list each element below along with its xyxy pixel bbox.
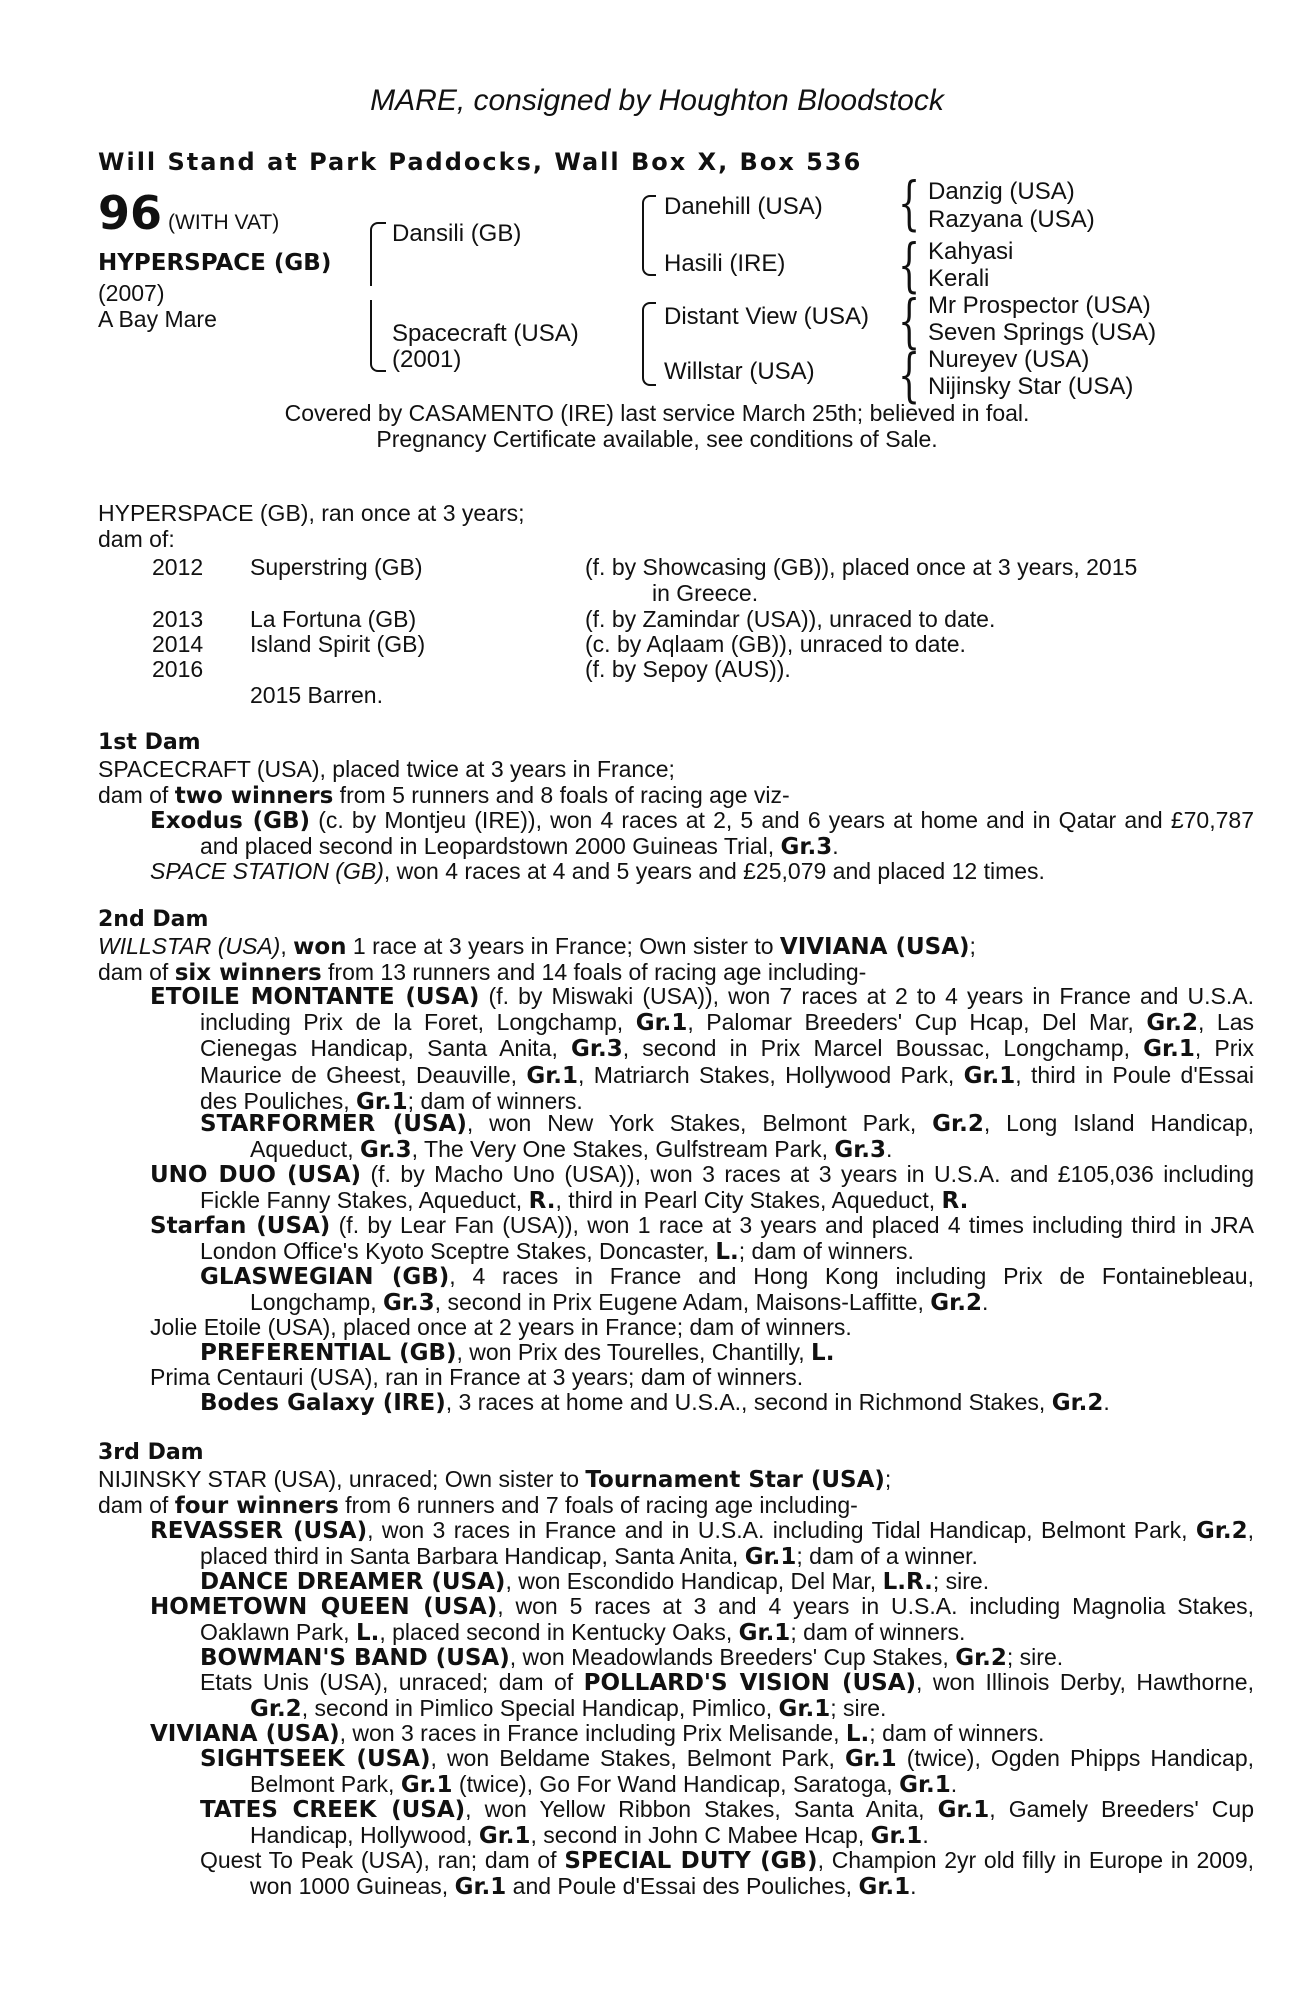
horse-name: Exodus (GB) — [150, 808, 311, 834]
brace-glyph: { — [898, 341, 921, 409]
text: from 13 runners and 14 foals of racing age including- — [321, 959, 867, 985]
dam2-entry-prima-centauri: Prima Centauri (USA), ran in France at 3 years; dam of winners. — [150, 1364, 804, 1390]
dam-bracket — [370, 300, 386, 372]
lot-number-block — [98, 186, 279, 240]
dam2-entry-etoile-montante — [150, 984, 1254, 1115]
dam3-entry-quest-to-peak — [200, 1848, 1254, 1900]
section-title-2nd-dam: 2nd Dam — [98, 907, 209, 932]
text: from 5 runners and 8 foals of racing age viz- — [333, 782, 790, 808]
grade: Gr.1 — [899, 1772, 951, 1799]
text: . — [886, 1136, 893, 1163]
winners-count: four winners — [174, 1493, 339, 1519]
grade: Gr.1 — [400, 1772, 453, 1799]
produce-year: 2016 — [152, 656, 204, 682]
horse-name: REVASSER (USA) — [150, 1518, 368, 1544]
horse-name: UNO DUO (USA) — [150, 1162, 362, 1188]
dam1-entry-space-station — [150, 859, 1204, 884]
text: dam of — [98, 1492, 175, 1518]
covering-line-2: Pregnancy Certificate available, see conditions of Sale. — [376, 426, 938, 452]
grade: L. — [845, 1721, 870, 1747]
dam2-line2 — [98, 959, 866, 986]
grade: Gr.1 — [963, 1062, 1016, 1089]
text: . — [832, 833, 839, 860]
text: dam of — [98, 782, 175, 808]
horse-name: SPACE STATION (GB) — [150, 858, 384, 884]
grade: Gr.2 — [1146, 1010, 1198, 1037]
horse-name: Bodes Galaxy (IRE) — [200, 1390, 446, 1416]
pedigree-ssd: Razyana (USA) — [928, 206, 1095, 233]
text: , won 3 races in France including Prix Melisande, — [339, 1720, 846, 1746]
covering-line-1: Covered by CASAMENTO (IRE) last service March 25th; believed in foal. — [284, 400, 1030, 426]
grade: Gr.1 — [635, 1010, 688, 1037]
grade: Gr.2 — [930, 1290, 982, 1317]
horse-name: TATES CREEK (USA) — [200, 1797, 466, 1823]
text: ; sire. — [830, 1695, 887, 1722]
produce-year: 2012 — [152, 554, 204, 580]
brace-glyph: { — [898, 287, 921, 355]
text: , third in Poule d'Essai des Pouliches, — [200, 1061, 1254, 1114]
brace-glyph: { — [898, 169, 921, 237]
horse-name: POLLARD'S VISION (USA) — [583, 1670, 917, 1696]
produce-name: Superstring (GB) — [250, 554, 423, 580]
text: ; dam of winners. — [790, 1619, 966, 1646]
grade: R. — [941, 1188, 969, 1215]
text: ; sire. — [932, 1568, 990, 1594]
text: , 3 races at home and U.S.A., second in Richmond Stakes, — [445, 1389, 1052, 1415]
horse-name: VIVIANA (USA) — [150, 1721, 340, 1747]
text: , placed second in Kentucky Oaks, — [379, 1619, 739, 1646]
dam3-entry-sightseek — [200, 1746, 1254, 1798]
horse-name: BOWMAN'S BAND (USA) — [200, 1645, 510, 1671]
text-bold: won — [293, 934, 347, 960]
ds-bracket — [642, 302, 656, 350]
grade: Gr.1 — [738, 1620, 791, 1647]
dam2-entry-jolie-etoile: Jolie Etoile (USA), placed once at 2 years in France; dam of winners. — [150, 1314, 852, 1340]
text: , won 4 races at 4 and 5 years and £25,079 and placed 12 times. — [383, 858, 1045, 884]
grade: R. — [528, 1188, 556, 1215]
grade: L.R. — [882, 1569, 933, 1595]
dd-bracket — [642, 348, 656, 386]
produce-dam-of: dam of: — [98, 526, 175, 552]
text: , second in Pimlico Special Handicap, Pimlico, — [301, 1695, 779, 1722]
text: . — [922, 1822, 929, 1849]
grade: Gr.1 — [858, 1874, 911, 1901]
grade: Gr.2 — [955, 1645, 1007, 1671]
text: , second in Prix Marcel Boussac, Longchamp, — [622, 1035, 1144, 1062]
produce-detail: (f. by Showcasing (GB)), placed once at 3 years, 2015 — [585, 554, 1138, 580]
text: Quest To Peak (USA), ran; dam of — [200, 1847, 565, 1873]
pedigree-dsd: Seven Springs (USA) — [928, 319, 1157, 346]
grade: Gr.3 — [382, 1290, 435, 1317]
horse-name: SPECIAL DUTY (GB) — [564, 1848, 818, 1874]
text: from 6 runners and 7 foals of racing age including- — [338, 1492, 858, 1518]
text: ; — [969, 933, 976, 959]
dam3-entry-bowmans-band — [200, 1645, 1204, 1671]
grade: Gr.3 — [359, 1137, 412, 1164]
text: ; — [884, 1466, 892, 1492]
horse-name: PREFERENTIAL (GB) — [200, 1340, 457, 1366]
grade: Gr.2 — [1195, 1518, 1248, 1544]
text: , Gamely Breeders' Cup Handicap, Hollywood, — [250, 1796, 1254, 1849]
text: NIJINSKY STAR (USA), unraced; Own sister to — [98, 1466, 586, 1492]
text: , placed third in Santa Barbara Handicap, Santa Anita, — [200, 1517, 1254, 1570]
winners-count: two winners — [174, 783, 334, 809]
horse-name: GLASWEGIAN (GB) — [200, 1264, 450, 1290]
text: dam of — [98, 959, 175, 985]
text: ; dam of winners. — [869, 1720, 1045, 1746]
pedigree-ddd: Nijinsky Star (USA) — [928, 373, 1134, 400]
text: , Las Cienegas Handicap, Santa Anita, — [200, 1009, 1254, 1062]
brace-glyph: { — [898, 231, 921, 299]
pedigree-dam: Spacecraft (USA) — [392, 320, 579, 347]
horse-name: SIGHTSEEK (USA) — [200, 1746, 431, 1772]
horse-year: (2007) — [98, 280, 165, 306]
grade: Gr.2 — [1051, 1390, 1104, 1416]
dam2-entry-preferential — [200, 1340, 1204, 1366]
produce-intro: HYPERSPACE (GB), ran once at 3 years; — [98, 500, 525, 526]
dam2-entry-starfan — [150, 1213, 1254, 1265]
text: ; dam of winners. — [407, 1087, 583, 1114]
text: ; dam of winners. — [738, 1238, 914, 1265]
pedigree-sds: Kahyasi — [928, 238, 1014, 265]
text: , won 5 races at 3 and 4 years in U.S.A. including Magnolia Stakes, Oaklawn Park, — [200, 1593, 1254, 1646]
text: (twice), Go For Wand Handicap, Saratoga, — [452, 1771, 900, 1798]
text: , third in Pearl City Stakes, Aqueduct, — [555, 1187, 942, 1214]
grade: Gr.1 — [526, 1062, 579, 1089]
horse-description: A Bay Mare — [98, 306, 217, 332]
text: . — [1103, 1389, 1110, 1415]
horse-name: HOMETOWN QUEEN (USA) — [150, 1594, 498, 1620]
text: , Palomar Breeders' Cup Hcap, Del Mar, — [687, 1009, 1147, 1036]
pedigree-dss: Mr Prospector (USA) — [928, 292, 1151, 319]
horse-name: HYPERSPACE (GB) — [98, 250, 332, 276]
text: , won Yellow Ribbon Stakes, Santa Anita, — [465, 1796, 938, 1822]
text: , won New York Stakes, Belmont Park, — [466, 1110, 933, 1136]
dam3-entry-tates-creek — [200, 1797, 1254, 1849]
grade: Gr.1 — [454, 1874, 507, 1901]
text: , won Illinois Derby, Hawthorne, — [916, 1669, 1254, 1695]
text: . — [950, 1771, 958, 1798]
text: , won 3 races in France and in U.S.A. including Tidal Handicap, Belmont Park, — [367, 1517, 1196, 1543]
dam3-entry-hometown-queen — [150, 1594, 1254, 1646]
dam2-entry-starformer — [200, 1111, 1254, 1163]
dam-name: WILLSTAR (USA) — [98, 933, 281, 959]
produce-detail: (c. by Aqlaam (GB)), unraced to date. — [585, 631, 966, 657]
sd-bracket — [642, 240, 656, 276]
dam1-line2 — [98, 782, 790, 809]
pedigree-dam-dam: Willstar (USA) — [664, 358, 815, 385]
text: , The Very One Stakes, Gulfstream Park, — [411, 1136, 835, 1163]
pedigree-sire: Dansili (GB) — [392, 220, 522, 247]
grade: Gr.3 — [780, 834, 833, 861]
text: , won Escondido Handicap, Del Mar, — [505, 1568, 883, 1594]
horse-name: DANCE DREAMER (USA) — [200, 1569, 506, 1595]
text: (f. by Lear Fan (USA)), won 1 race at 3 years and placed 4 times including third in JRA London Office's Kyoto Sceptre Stakes, Doncaster, — [200, 1212, 1254, 1265]
stand-location: Will Stand at Park Paddocks, Wall Box X, Box 536 — [98, 148, 863, 176]
text: . — [981, 1289, 989, 1316]
dam3-entry-dance-dreamer — [200, 1569, 1204, 1595]
grade: Gr.1 — [355, 1088, 408, 1115]
winners-count: six winners — [174, 960, 322, 986]
text: , 4 races in France and Hong Kong including Prix de Fontainebleau, Longchamp, — [250, 1263, 1254, 1316]
produce-detail: (f. by Zamindar (USA)), unraced to date. — [585, 606, 996, 632]
pedigree-dds: Nureyev (USA) — [928, 346, 1090, 373]
text: , Matriarch Stakes, Hollywood Park, — [578, 1061, 964, 1088]
produce-barren: 2015 Barren. — [250, 682, 383, 708]
text: 1 race at 3 years in France; Own sister to — [346, 933, 780, 959]
pedigree-sss: Danzig (USA) — [928, 178, 1075, 205]
produce-name: Island Spirit (GB) — [250, 631, 426, 657]
pedigree-dam-sire: Distant View (USA) — [664, 303, 869, 330]
dam3-line1 — [98, 1466, 891, 1493]
text: , won Prix des Tourelles, Chantilly, — [456, 1339, 812, 1365]
text: , second in Prix Eugene Adam, Maisons-Laffitte, — [434, 1289, 931, 1316]
produce-detail: (f. by Sepoy (AUS)). — [585, 656, 791, 682]
text: , second in John C Mabee Hcap, — [530, 1822, 871, 1849]
text: , — [280, 933, 294, 959]
grade: Gr.1 — [845, 1746, 897, 1772]
grade: Gr.2 — [932, 1111, 984, 1137]
pedigree-sire-dam: Hasili (IRE) — [664, 250, 786, 277]
horse-name: ETOILE MONTANTE (USA) — [150, 984, 480, 1010]
grade: L. — [715, 1239, 739, 1266]
produce-year: 2013 — [152, 606, 204, 632]
sire-bracket — [370, 222, 386, 286]
dam2-entry-glaswegian — [200, 1264, 1254, 1316]
grade: Gr.1 — [870, 1823, 923, 1850]
text: , Champion 2yr old filly in Europe in 2009, won 1000 Guineas, — [250, 1847, 1254, 1900]
pedigree-dam-year: (2001) — [392, 346, 462, 373]
text: Etats Unis (USA), unraced; dam of — [200, 1669, 584, 1695]
section-title-1st-dam: 1st Dam — [98, 730, 201, 755]
grade: Gr.3 — [834, 1137, 887, 1164]
produce-name: La Fortuna (GB) — [250, 606, 417, 632]
horse-name: STARFORMER (USA) — [200, 1111, 467, 1137]
section-title-3rd-dam: 3rd Dam — [98, 1440, 204, 1465]
page-header-title: MARE, consigned by Houghton Bloodstock — [370, 84, 944, 117]
grade: Gr.1 — [478, 1823, 531, 1850]
lot-number: 96 — [98, 186, 163, 240]
dam2-entry-uno-duo — [150, 1162, 1254, 1214]
dam3-entry-revasser — [150, 1518, 1254, 1570]
text: , won Beldame Stakes, Belmont Park, — [430, 1745, 845, 1771]
grade: Gr.1 — [744, 1544, 797, 1571]
grade: Gr.2 — [250, 1696, 302, 1723]
text: , won Meadowlands Breeders' Cup Stakes, — [509, 1644, 956, 1670]
text: (twice), Ogden Phipps Handicap, Belmont Park, — [250, 1745, 1254, 1798]
text: ; dam of a winner. — [796, 1543, 978, 1570]
pedigree-sdd: Kerali — [928, 265, 990, 292]
text: , Prix Maurice de Gheest, Deauville, — [200, 1035, 1254, 1088]
text: and Poule d'Essai des Pouliches, — [506, 1873, 859, 1900]
text: ; sire. — [1006, 1644, 1064, 1670]
text: . — [910, 1873, 917, 1900]
horse-name: VIVIANA (USA) — [779, 934, 970, 960]
dam2-line1 — [98, 933, 976, 960]
dam2-entry-bodes-galaxy — [200, 1390, 1204, 1416]
grade: L. — [355, 1620, 380, 1647]
dam3-entry-etats-unis — [200, 1670, 1254, 1722]
dam3-entry-viviana — [150, 1721, 1204, 1747]
grade: Gr.3 — [571, 1036, 623, 1063]
text: (c. by Montjeu (IRE)), won 4 races at 2, 5 and 6 years at home and in Qatar and £70,787 and placed second in Leopardstown 2000 Guineas Trial, — [200, 807, 1254, 860]
text: (f. by Miswaki (USA)), won 7 races at 2 to 4 years in France and U.S.A. including Prix de la Foret, Longchamp, — [200, 983, 1255, 1036]
grade: L. — [811, 1340, 835, 1366]
dam1-line1: SPACECRAFT (USA), placed twice at 3 years in France; — [98, 756, 675, 782]
produce-year: 2014 — [152, 631, 204, 657]
ss-bracket — [642, 195, 656, 241]
dam3-line2 — [98, 1492, 858, 1519]
dam1-entry-exodus — [150, 808, 1254, 860]
text: (f. by Macho Uno (USA)), won 3 races at 3 years in U.S.A. and £105,036 including Fickle Fanny Stakes, Aqueduct, — [200, 1161, 1254, 1214]
grade: Gr.1 — [778, 1696, 831, 1723]
horse-name: Tournament Star (USA) — [585, 1467, 885, 1493]
text: , Long Island Handicap, Aqueduct, — [250, 1110, 1254, 1163]
vat-note: (WITH VAT) — [168, 211, 280, 234]
grade: Gr.1 — [1143, 1036, 1195, 1063]
pedigree-sire-sire: Danehill (USA) — [664, 193, 823, 220]
horse-name: Starfan (USA) — [150, 1213, 331, 1239]
grade: Gr.1 — [937, 1797, 990, 1823]
produce-detail-cont: in Greece. — [652, 580, 759, 606]
